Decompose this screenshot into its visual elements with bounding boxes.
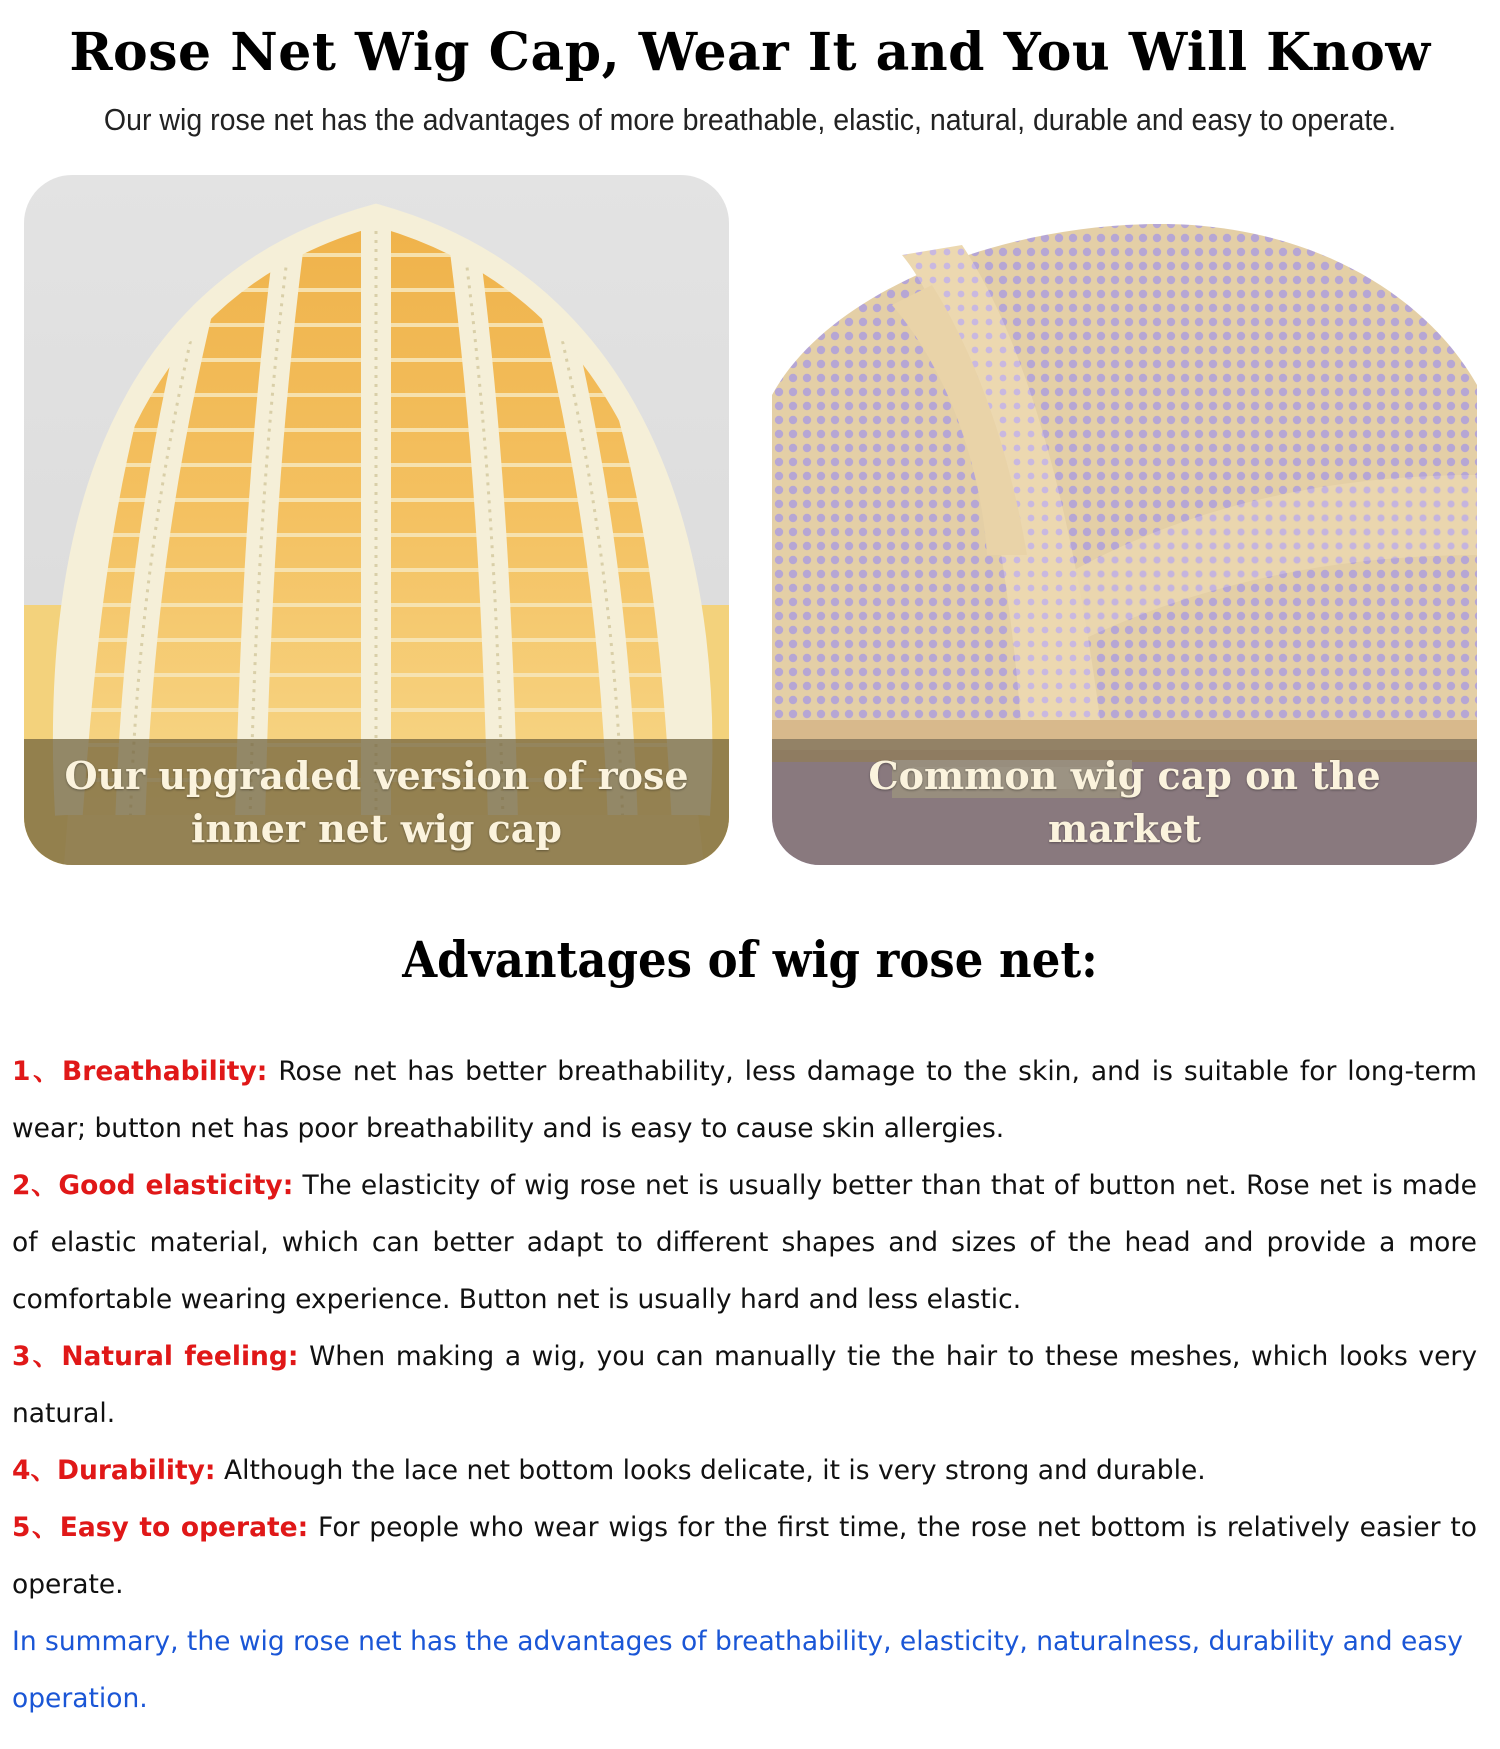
item-number: 2、 xyxy=(12,1170,59,1201)
item-text: The elasticity of wig rose net is usually better than that of button net. Rose net is made of elastic material, which can better adapt to different shapes and sizes of the head and provide a more comfortable wearing experience. Button net is usually hard and less elastic. xyxy=(12,1170,1477,1315)
left-caption-bar xyxy=(24,739,729,865)
advantage-item-easy-to-operate xyxy=(12,1499,1477,1613)
right-caption-bar xyxy=(772,739,1477,865)
common-cap-photo xyxy=(772,175,1477,865)
rose-net-cap-photo xyxy=(24,175,729,865)
item-number: 1、 xyxy=(12,1056,63,1087)
item-number: 3、 xyxy=(12,1341,62,1372)
item-text: Although the lace net bottom looks delicate, it is very strong and durable. xyxy=(215,1455,1206,1486)
advantages-list xyxy=(12,1043,1477,1727)
summary-text: In summary, the wig rose net has the advantages of breathability, elasticity, naturalness, durability and easy operation. xyxy=(12,1626,1463,1714)
item-text: For people who wear wigs for the first time, the rose net bottom is relatively easier to operate. xyxy=(12,1512,1477,1600)
advantage-item-breathability xyxy=(12,1043,1477,1157)
advantage-item-natural-feeling xyxy=(12,1328,1477,1442)
item-label: Natural feeling: xyxy=(61,1341,299,1372)
item-text: When making a wig, you can manually tie the hair to these meshes, which looks very natural. xyxy=(12,1341,1477,1429)
right-caption: Common wig cap on the market xyxy=(868,753,1381,851)
advantages-heading: Advantages of wig rose net: xyxy=(402,930,1098,989)
advantage-item-durability xyxy=(12,1442,1477,1499)
item-text: Rose net has better breathability, less damage to the skin, and is suitable for long-term wear; button net has poor breathability and is easy to cause skin allergies. xyxy=(12,1056,1477,1144)
page-title: Rose Net Wig Cap, Wear It and You Will Know xyxy=(69,22,1431,83)
left-caption: Our upgraded version of rose inner net wig cap xyxy=(64,753,689,851)
item-label: Good elasticity: xyxy=(58,1170,294,1201)
item-number: 4、 xyxy=(12,1455,57,1486)
advantage-item-elasticity xyxy=(12,1157,1477,1328)
page-subtitle: Our wig rose net has the advantages of more breathable, elastic, natural, durable and easy to operate. xyxy=(103,102,1397,137)
item-label: Breathability: xyxy=(62,1056,268,1087)
item-number: 5、 xyxy=(12,1512,60,1543)
item-label: Easy to operate: xyxy=(59,1512,309,1543)
item-label: Durability: xyxy=(56,1455,216,1486)
